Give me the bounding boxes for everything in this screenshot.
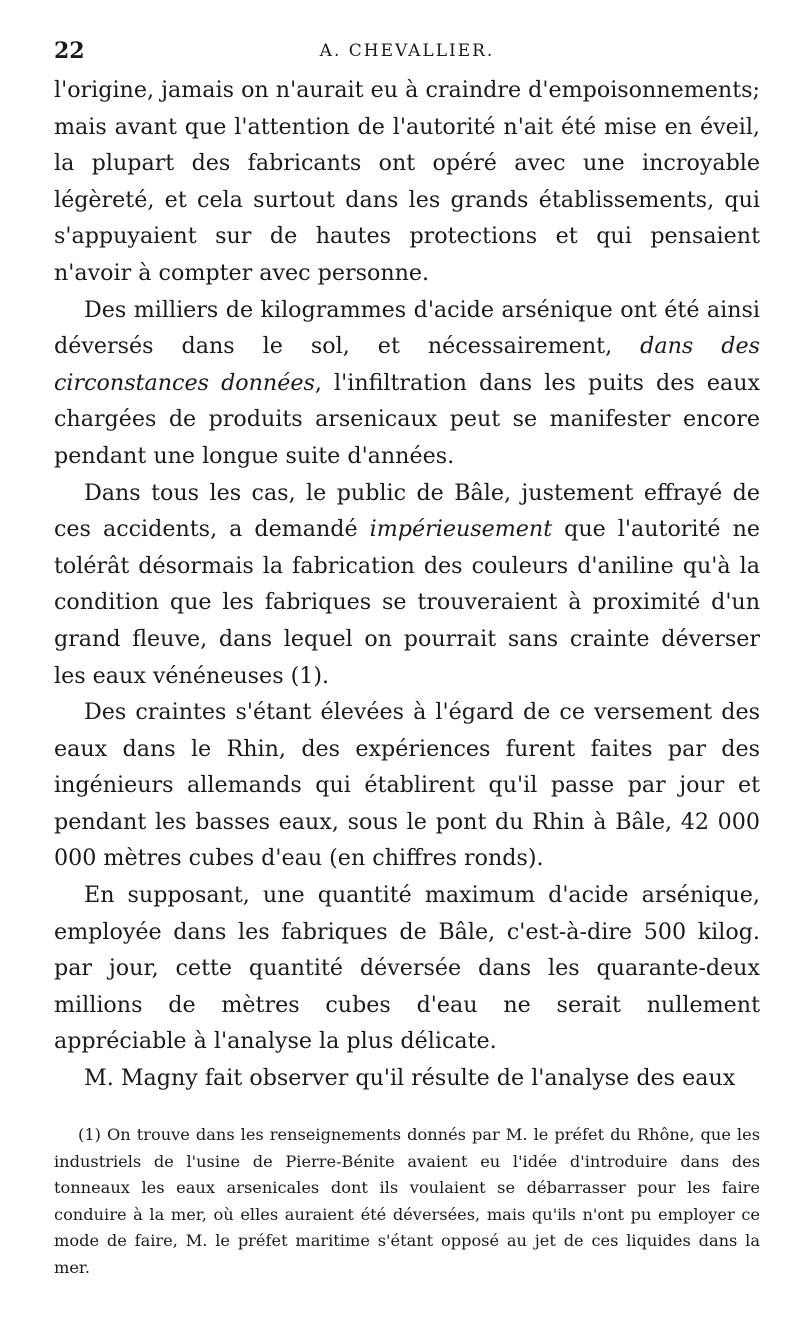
paragraph xyxy=(54,72,760,292)
paragraph xyxy=(54,475,760,695)
footnote: (1) On trouve dans les renseignements donnés par M. le préfet du Rhône, que les industriels de l'usine de Pierre-Bénite avaient eu l'idée d'introduire dans des tonneaux les eaux arsenicales dont ils voulaient se débarrasser pour les faire conduire à la mer, où elles auraient été déversées, mais qu'ils n'ont pu employer ce mode de faire, M. le préfet maritime s'étant opposé au jet de ces liquides dans la mer. xyxy=(54,1125,760,1277)
text-segment: , l'infiltration dans les puits des eaux chargées de produits arsenicaux peut se manifester encore pendant une longue suite d'années. xyxy=(54,369,760,469)
italic-text: impérieusement xyxy=(369,516,553,543)
paragraph xyxy=(54,694,760,877)
italic-text: dans des circonstances données xyxy=(54,333,760,396)
paragraph xyxy=(54,877,760,1060)
text-segment: Des milliers de kilogrammes d'acide arsénique ont été ainsi déversés dans le sol, et nécessairement, xyxy=(54,296,760,360)
text-segment: que l'autorité ne tolérât désormais la fabrication des couleurs d'aniline qu'à la condition que les fabriques se trouveraient à proximité d'un grand fleuve, dans lequel on pourrait sans crainte déverser les eaux vénéneuses (1). xyxy=(54,516,760,689)
paragraph xyxy=(54,292,760,475)
running-title: A. CHEVALLIER. xyxy=(319,41,495,61)
text-segment: En supposant, une quantité maximum d'acide arsénique, employée dans les fabriques de Bâle, c'est-à-dire 500 kilog. par jour, cette quantité déversée dans les quarante-deux millions de mètres cubes d'eau ne serait nullement appréciable à l'analyse la plus délicate. xyxy=(54,882,760,1055)
body-text xyxy=(54,72,760,1097)
text-segment: Des craintes s'étant élevées à l'égard de ce versement des eaux dans le Rhin, des expériences furent faites par des ingénieurs allemands qui établirent qu'il passe par jour et pendant les basses eaux, sous le pont du Rhin à Bâle, 42 000 000 mètres cubes d'eau (en chiffres ronds). xyxy=(54,699,760,872)
text-segment: l'origine, jamais on n'aurait eu à craindre d'empoisonnements; mais avant que l'attention de l'autorité n'ait été mise en éveil, la plupart des fabricants ont opéré avec une incroyable légèreté, et cela surtout dans les grands établissements, qui s'appuyaient sur de hautes protections et qui pensaient n'avoir à compter avec personne. xyxy=(54,77,760,286)
running-head xyxy=(54,38,760,68)
text-segment: Dans tous les cas, le public de Bâle, justement effrayé de ces accidents, a demandé xyxy=(54,479,760,543)
text-segment: M. Magny fait observer qu'il résulte de l'analyse des eaux xyxy=(84,1065,736,1092)
page-number: 22 xyxy=(54,38,85,64)
footnotes xyxy=(54,1122,760,1282)
paragraph xyxy=(54,1060,760,1097)
